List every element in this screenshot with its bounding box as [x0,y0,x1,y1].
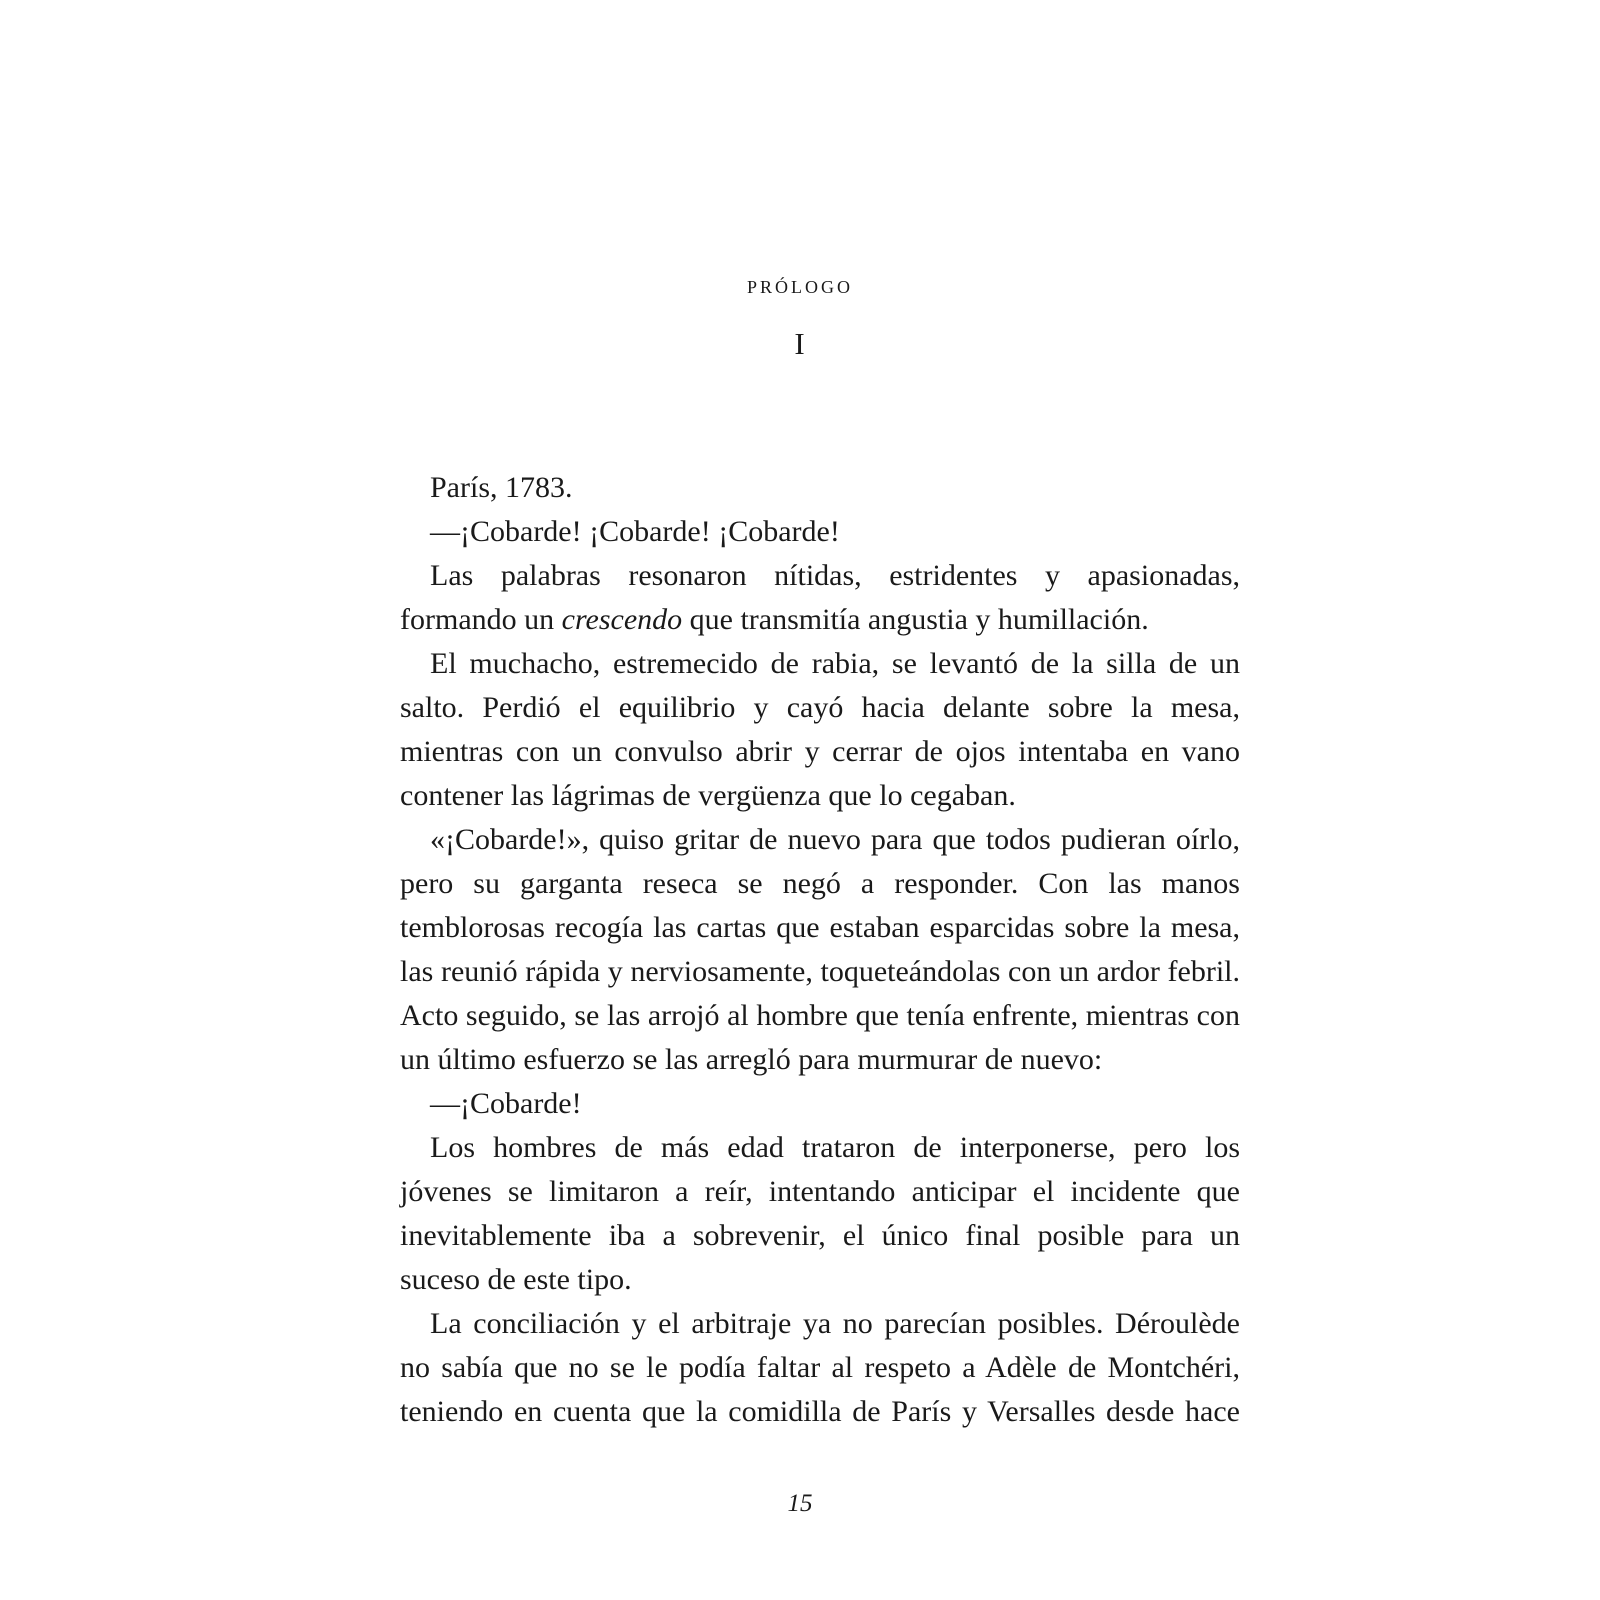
chapter-number: I [794,326,806,361]
paragraph-dialogue-1: —¡Cobarde! ¡Cobarde! ¡Cobarde! [430,515,840,548]
italic-word: crescendo [561,603,683,636]
paragraph-dialogue-2: —¡Cobarde! [430,1087,582,1120]
paragraph-conciliation: La conciliación y el arbitraje ya no parecían posibles. Déroulède no sabía que no se le podía faltar al respeto a Adèle de Montchéri, teniendo en cuenta que la comidilla de París y Versalles desde hace [400,1307,1240,1428]
section-title: prólogo [746,272,853,299]
paragraph-wanted-to-shout: «¡Cobarde!», quiso gritar de nuevo para que todos pudieran oírlo, pero su garganta reseca se negó a responder. Con las manos temblorosas recogía las cartas que estaban esparcidas sobre la mesa, las reunió rápida y nerviosamente, toqueteándolas con un ardor febril. Acto seguido, se las arrojó al hombre que tenía enfrente, mientras con un último esfuerzo se las arregló para murmurar de nuevo: [400,823,1240,1076]
paragraph-words-resonated [400,554,1240,642]
body-text [400,466,1240,1434]
paragraph-text: Las palabras resonaron nítidas, estridentes y apasionadas, formando un [400,559,1240,636]
page-number: 15 [787,1490,813,1517]
paragraph-boy-stood: El muchacho, estremecido de rabia, se levantó de la silla de un salto. Perdió el equilibrio y cayó hacia delante sobre la mesa, mientras con un convulso abrir y cerrar de ojos intentaba en vano contener las lágrimas de vergüenza que lo cegaban. [400,647,1240,812]
paragraph-place-date: París, 1783. [430,471,573,504]
paragraph-text: que transmitía angustia y humillación. [682,603,1149,636]
paragraph-older-men: Los hombres de más edad trataron de interponerse, pero los jóvenes se limitaron a reír, intentando anticipar el incidente que inevitablemente iba a sobrevenir, el único final posible para un suceso de este tipo. [400,1131,1240,1296]
